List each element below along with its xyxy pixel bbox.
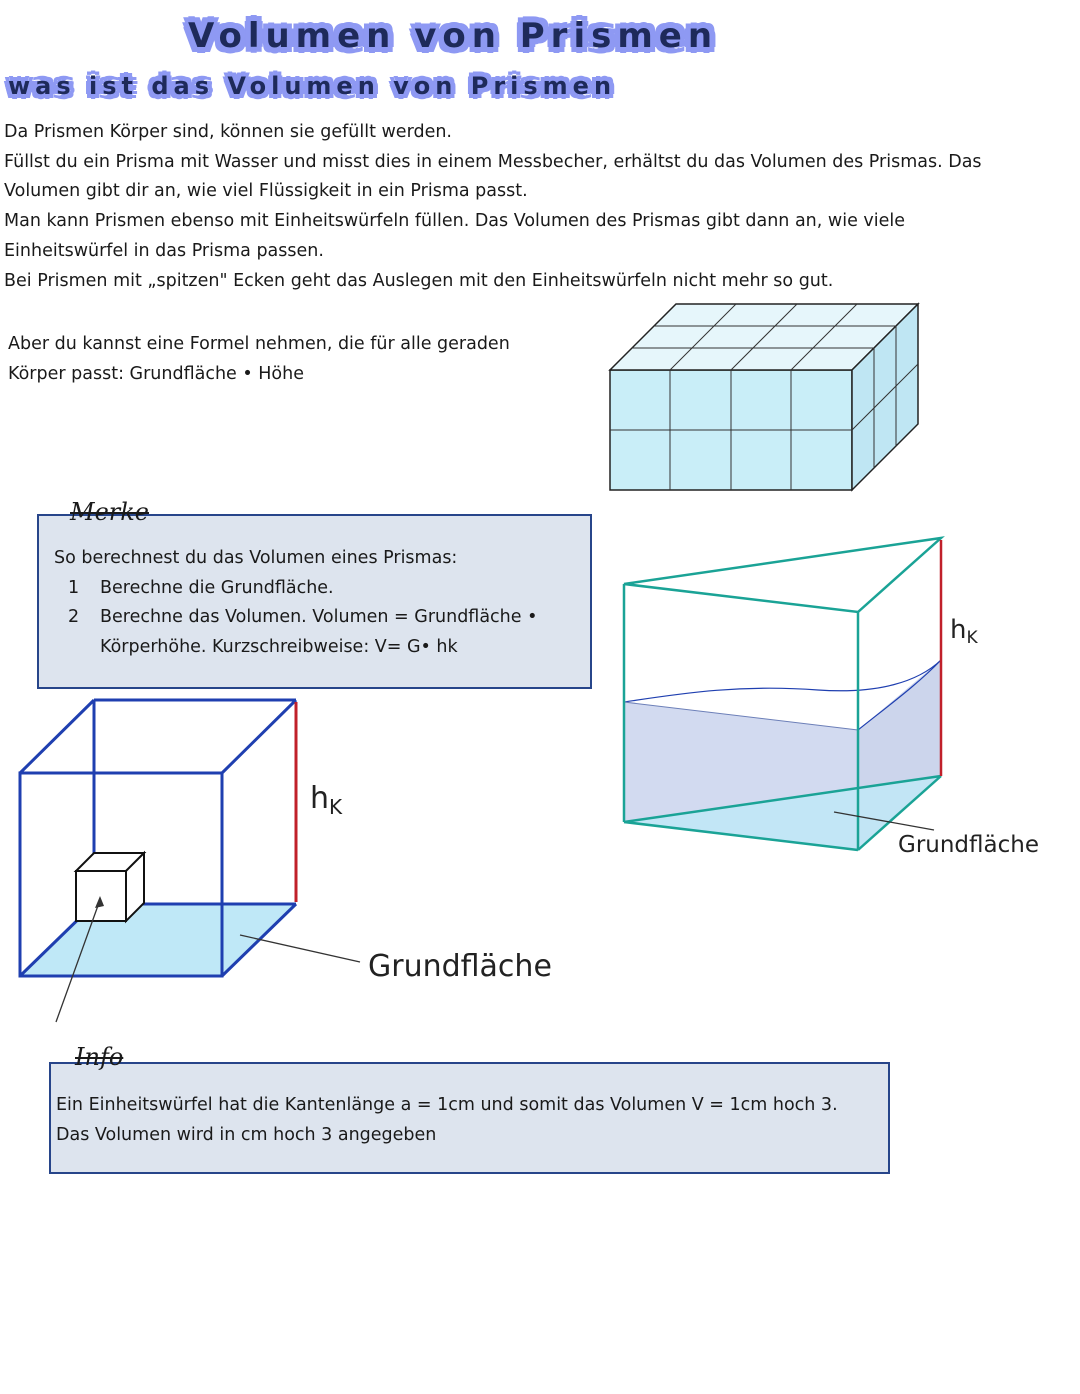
water-surface bbox=[624, 660, 941, 702]
info-line: Das Volumen wird in cm hoch 3 angegeben bbox=[56, 1124, 437, 1145]
info-line: Ein Einheitswürfel hat die Kantenlänge a = 1cm und somit das Volumen V = 1cm hoch 3. bbox=[56, 1095, 838, 1115]
cube-height-label: $h_K$ bbox=[310, 781, 343, 819]
step-text: Berechne das Volumen. Volumen = Grundfläche • bbox=[100, 607, 538, 628]
merke-content bbox=[54, 544, 584, 663]
unit-cube bbox=[76, 853, 144, 921]
merke-label: Merke bbox=[70, 498, 149, 526]
step-text: Berechne die Grundfläche. bbox=[100, 577, 334, 598]
cube-base-label: Grundfläche bbox=[368, 949, 552, 984]
step-continuation: Körperhöhe. Kurzschreibweise: V= G• hk bbox=[100, 637, 458, 658]
prism-base-label: Grundfläche bbox=[898, 832, 1039, 858]
unit-cube-grid-figure bbox=[600, 300, 930, 500]
intro-line: Einheitswürfel in das Prisma passen. bbox=[4, 240, 324, 261]
info-content bbox=[56, 1091, 886, 1150]
formula-line: Aber du kannst eine Formel nehmen, die für alle geraden bbox=[8, 334, 510, 354]
intro-line: Man kann Prismen ebenso mit Einheitswürfeln füllen. Das Volumen des Prismas gibt dann an, wie viele bbox=[4, 211, 906, 232]
intro-line: Bei Prismen mit „spitzen" Ecken geht das Auslegen mit den Einheitswürfeln nicht mehr so gut. bbox=[4, 270, 834, 291]
intro-line: Füllst du ein Prisma mit Wasser und misst dies in einem Messbecher, erhältst du das Volumen des Prismas. Das bbox=[4, 151, 982, 172]
prism-height-label: hK bbox=[950, 615, 978, 648]
info-label: Info bbox=[75, 1043, 124, 1071]
intro-text bbox=[4, 118, 1074, 296]
intro-line: Volumen gibt dir an, wie viel Flüssigkeit in ein Prisma passt. bbox=[4, 181, 528, 202]
cube-figure bbox=[14, 696, 574, 1026]
formula-text bbox=[8, 329, 588, 389]
base-pointer bbox=[240, 935, 360, 962]
merke-heading: So berechnest du das Volumen eines Prismas: bbox=[54, 548, 458, 568]
merke-step bbox=[54, 574, 584, 604]
intro-line: Da Prismen Körper sind, können sie gefüllt werden. bbox=[4, 122, 452, 142]
section-heading: was ist das Volumen von Prismen bbox=[8, 72, 617, 100]
cube-base-face bbox=[20, 904, 296, 976]
prism-figure bbox=[618, 534, 1058, 864]
merke-step bbox=[54, 603, 584, 633]
step-number: 2 bbox=[68, 607, 80, 628]
page-title: Volumen von Prismen bbox=[188, 16, 719, 56]
formula-line: Körper passt: Grundfläche • Höhe bbox=[8, 364, 304, 384]
step-number: 1 bbox=[68, 577, 80, 598]
